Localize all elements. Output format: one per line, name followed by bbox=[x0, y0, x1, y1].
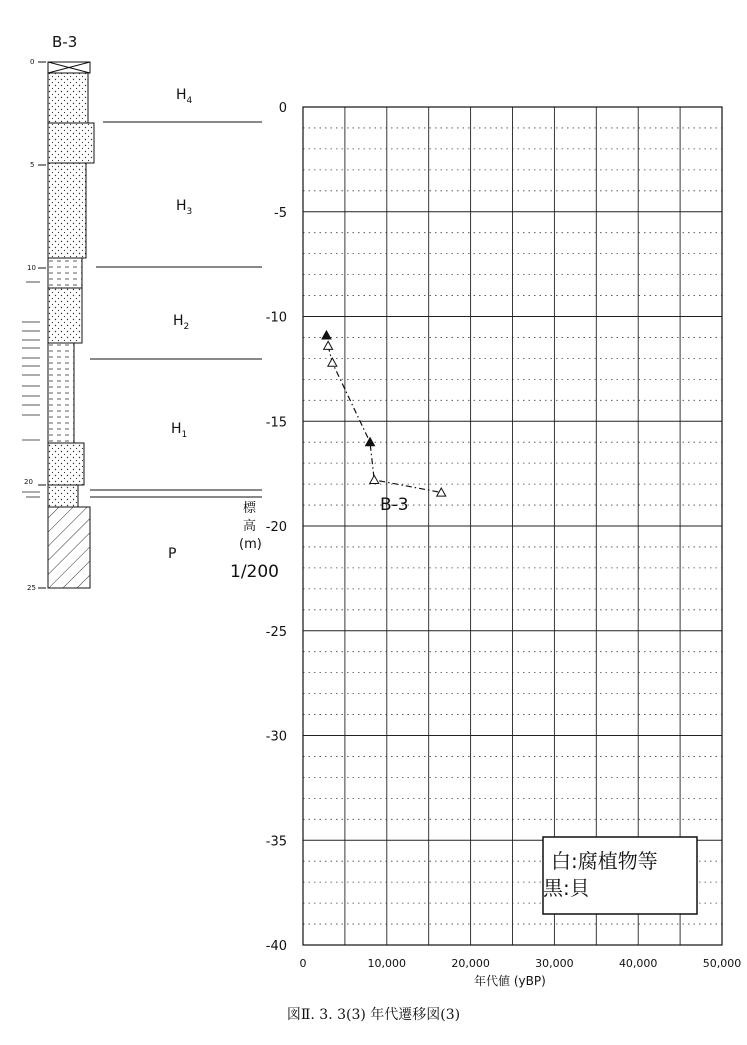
y-tick-label: -20 bbox=[265, 520, 287, 535]
unit-label-h2: $H_2$ bbox=[173, 313, 190, 332]
x-tick-label: 30,000 bbox=[535, 957, 574, 970]
x-axis-ticks bbox=[300, 957, 742, 970]
y-axis-label-line-3: (m) bbox=[239, 537, 262, 552]
x-tick-label: 10,000 bbox=[367, 957, 407, 970]
data-point-organic bbox=[328, 358, 337, 366]
depth-tick-5: 5 bbox=[30, 161, 35, 169]
y-tick-label: -15 bbox=[265, 415, 287, 431]
y-axis-label bbox=[239, 500, 262, 552]
unit-label-h4: $H_4$ bbox=[176, 87, 193, 106]
data-point-shell bbox=[366, 438, 375, 446]
data-point-shell bbox=[322, 331, 331, 339]
borehole-log bbox=[22, 33, 279, 592]
y-tick-label: -5 bbox=[274, 205, 287, 221]
age-depth-chart bbox=[239, 101, 741, 988]
legend-item-open: 白:腐植物等 bbox=[551, 849, 658, 873]
x-tick-label: 50,000 bbox=[702, 957, 742, 970]
depth-ticks bbox=[24, 58, 46, 592]
unit-label-h3: $H_3$ bbox=[176, 198, 193, 217]
scale-label: 1/200 bbox=[230, 562, 279, 582]
x-axis-label: 年代値 (yBP) bbox=[474, 974, 546, 988]
y-tick-label: -10 bbox=[265, 310, 287, 326]
unit-label-p: P bbox=[168, 546, 177, 562]
depth-tick-0: 0 bbox=[30, 58, 35, 66]
borehole-name: B-3 bbox=[52, 33, 78, 51]
data-point-organic bbox=[324, 341, 333, 349]
y-tick-label: -25 bbox=[265, 624, 287, 640]
legend-item-filled: 黒:貝 bbox=[543, 876, 590, 900]
data-points bbox=[322, 331, 446, 496]
depth-tick-25: 25 bbox=[27, 584, 36, 592]
unit-label-h1: $H_1$ bbox=[171, 421, 188, 440]
data-point-organic bbox=[370, 475, 379, 483]
y-tick-label: -30 bbox=[265, 729, 287, 745]
y-axis-ticks bbox=[266, 101, 287, 954]
y-axis-label-line-1: 標 bbox=[243, 501, 257, 516]
figure-caption: 図Ⅱ. 3. 3(3) 年代遷移図(3) bbox=[286, 1007, 461, 1023]
depth-tick-20: 20 bbox=[24, 478, 33, 486]
y-tick-label: -35 bbox=[265, 834, 287, 850]
x-tick-label: 0 bbox=[299, 957, 307, 970]
y-tick-label: 0 bbox=[278, 101, 287, 116]
depth-tick-10: 10 bbox=[27, 264, 36, 272]
y-tick-label: -40 bbox=[265, 939, 287, 954]
unit-boundaries bbox=[90, 122, 262, 497]
grid-major bbox=[303, 107, 722, 945]
sample-markers bbox=[22, 282, 40, 497]
x-tick-label: 40,000 bbox=[618, 957, 658, 970]
series-label: B-3 bbox=[380, 495, 409, 515]
x-tick-label: 20,000 bbox=[451, 957, 490, 970]
borehole-column bbox=[48, 62, 94, 588]
y-axis-label-line-2: 高 bbox=[243, 519, 257, 534]
legend bbox=[543, 837, 697, 914]
